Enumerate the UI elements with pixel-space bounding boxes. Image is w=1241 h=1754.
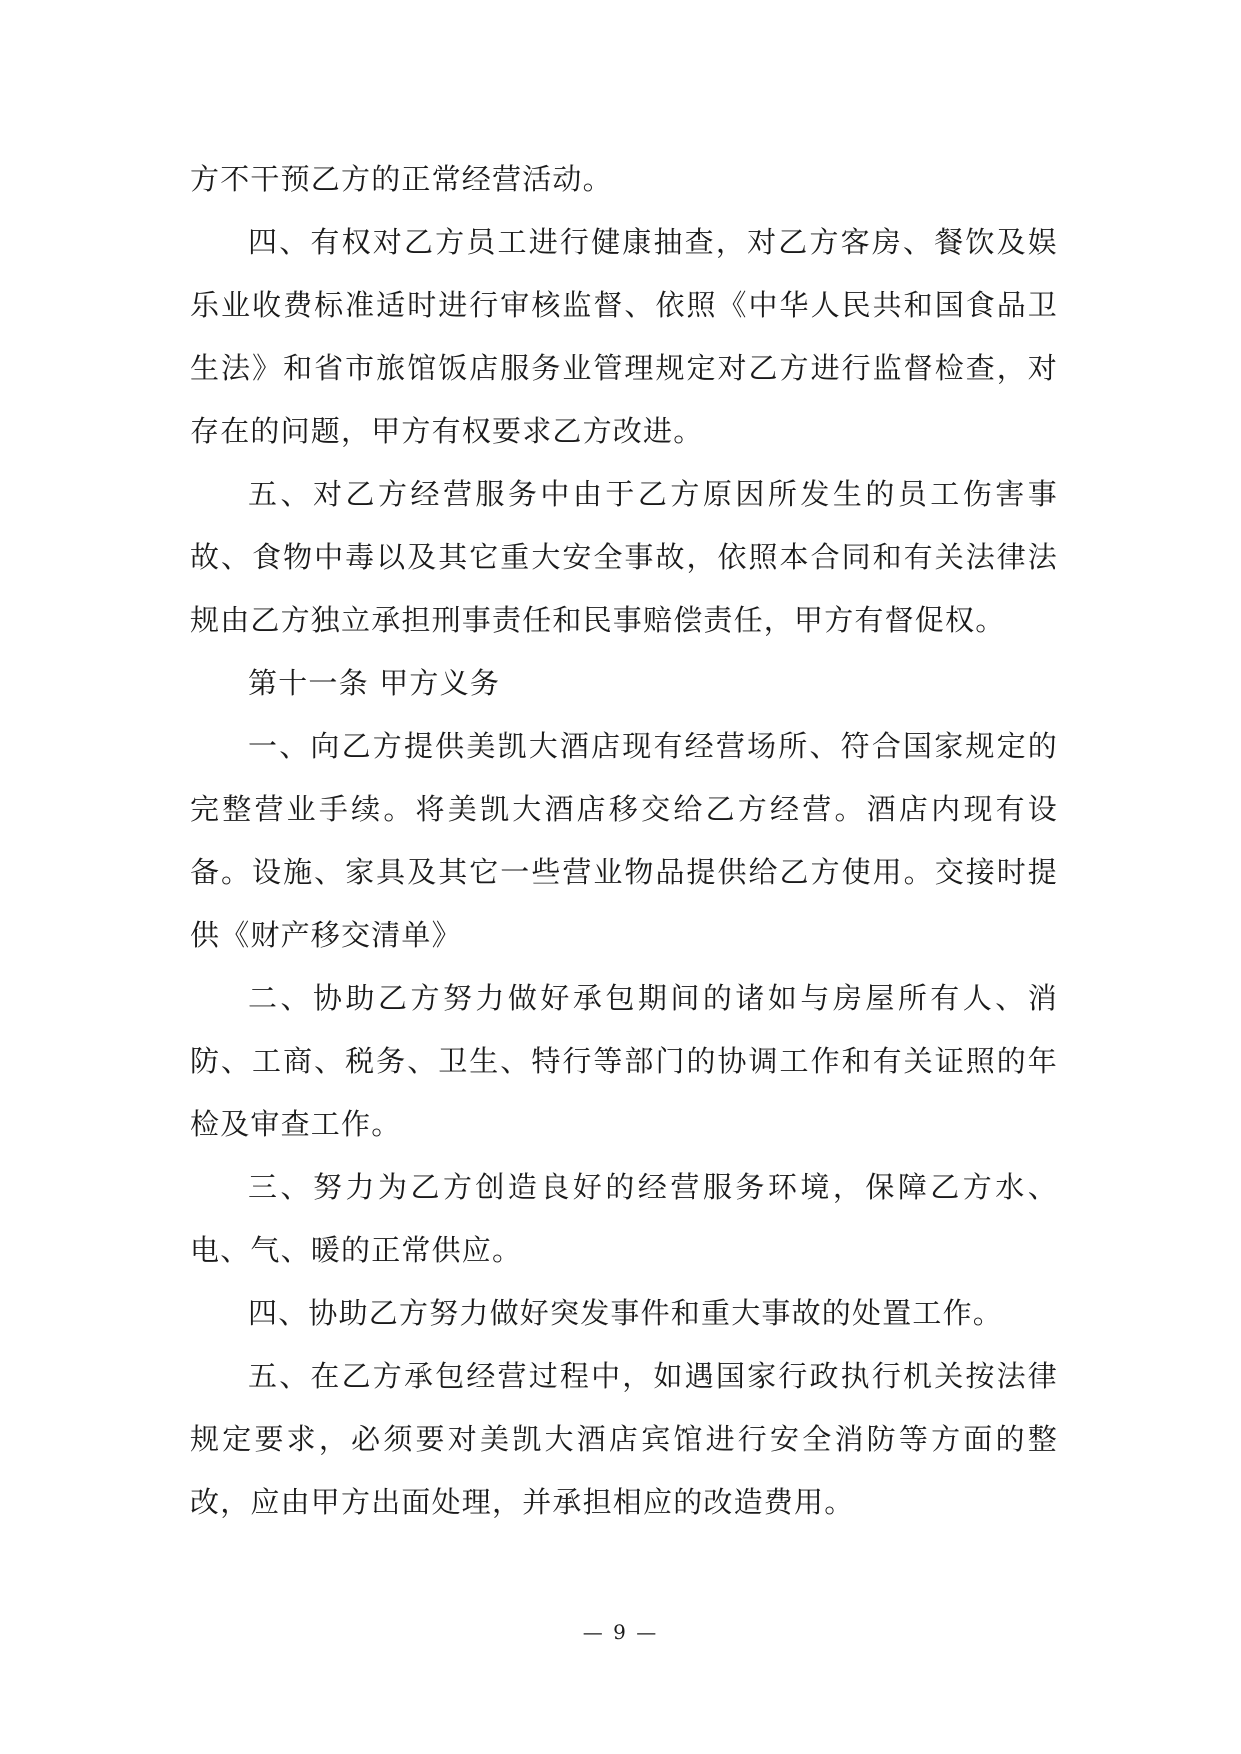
article-heading: 第十一条 甲方义务 [248,666,501,700]
paragraph-duty-4: 四、协助乙方努力做好突发事件和重大事故的处置工作。 [248,1296,1004,1330]
paragraph-duty-2: 二、协助乙方努力做好承包期间的诸如与房屋所有人、消防、工商、税务、卫生、特行等部门的协调工作和有关证照的年检及审查工作。 [190,981,1058,1141]
paragraph-duty-1: 一、向乙方提供美凯大酒店现有经营场所、符合国家规定的完整营业手续。将美凯大酒店移交给乙方经营。酒店内现有设备。设施、家具及其它一些营业物品提供给乙方使用。交接时提供《财产移交清单》 [190,729,1058,952]
paragraph-clause-4-rights: 四、有权对乙方员工进行健康抽查，对乙方客房、餐饮及娱乐业收费标准适时进行审核监督、依照《中华人民共和国食品卫生法》和省市旅馆饭店服务业管理规定对乙方进行监督检查，对存在的问题，甲方有权要求乙方改进。 [190,225,1058,448]
page-number: — 9 — [582,1620,659,1644]
paragraph-continuation: 方不干预乙方的正常经营活动。 [190,162,613,196]
paragraph-clause-5-rights: 五、对乙方经营服务中由于乙方原因所发生的员工伤害事故、食物中毒以及其它重大安全事故，依照本合同和有关法律法规由乙方独立承担刑事责任和民事赔偿责任，甲方有督促权。 [190,477,1058,637]
paragraph-duty-3: 三、努力为乙方创造良好的经营服务环境，保障乙方水、电、气、暖的正常供应。 [190,1170,1058,1267]
document-body [190,148,1058,1534]
paragraph-duty-5: 五、在乙方承包经营过程中，如遇国家行政执行机关按法律规定要求，必须要对美凯大酒店宾馆进行安全消防等方面的整改，应由甲方出面处理，并承担相应的改造费用。 [190,1359,1058,1519]
